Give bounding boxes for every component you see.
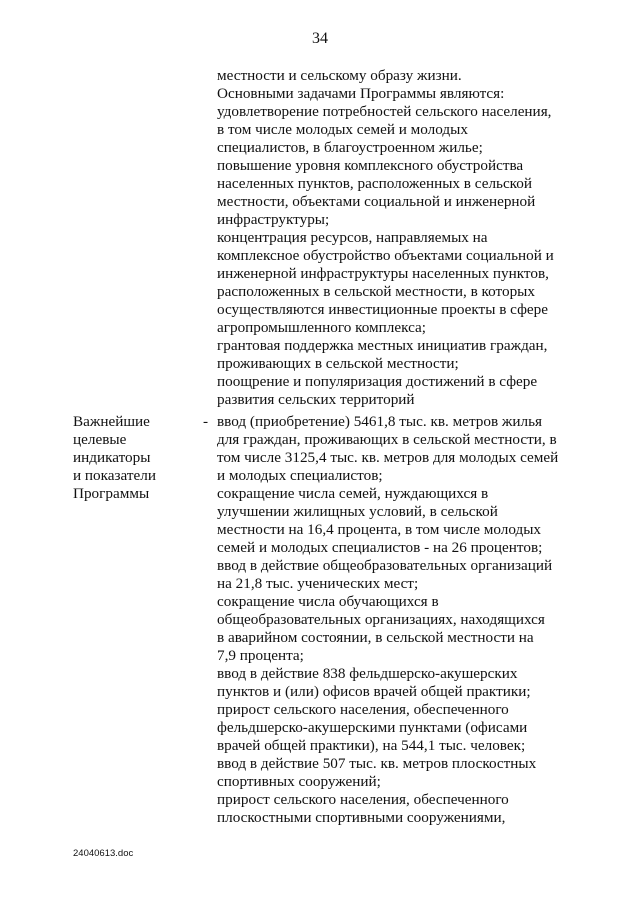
- text-line: повышение уровня комплексного обустройства: [217, 157, 524, 174]
- text-line: развития сельских территорий: [217, 391, 415, 408]
- footer-filename: 24040613.doc: [73, 848, 134, 859]
- text-line: том числе 3125,4 тыс. кв. метров для молодых семей: [217, 449, 559, 466]
- text-line: местности и сельскому образу жизни.: [217, 67, 462, 84]
- text-line: плоскостными спортивными сооружениями,: [217, 809, 506, 826]
- text-line: удовлетворение потребностей сельского населения,: [217, 103, 552, 120]
- text-line: осуществляются инвестиционные проекты в сфере: [217, 301, 549, 318]
- section-label-line: Важнейшие: [73, 413, 150, 430]
- text-line: в аварийном состоянии, в сельской местности на: [217, 629, 534, 646]
- text-line: прирост сельского населения, обеспеченного: [217, 791, 509, 808]
- text-line: улучшении жилищных условий, в сельской: [217, 503, 498, 520]
- text-line: спортивных сооружений;: [217, 773, 381, 790]
- text-line: прирост сельского населения, обеспеченного: [217, 701, 509, 718]
- page-number: 34: [312, 30, 328, 47]
- text-line: концентрация ресурсов, направляемых на: [217, 229, 488, 246]
- text-line: сокращение числа обучающихся в: [217, 593, 439, 610]
- text-line: проживающих в сельской местности;: [217, 355, 459, 372]
- text-line: грантовая поддержка местных инициатив граждан,: [217, 337, 548, 354]
- section-label-line: индикаторы: [73, 449, 151, 466]
- text-line: комплексное обустройство объектами социальной и: [217, 247, 554, 264]
- text-line: агропромышленного комплекса;: [217, 319, 426, 336]
- section-label-line: целевые: [73, 431, 127, 448]
- text-line: сокращение числа семей, нуждающихся в: [217, 485, 489, 502]
- text-line: специалистов, в благоустроенном жилье;: [217, 139, 483, 156]
- separator-dash: -: [203, 413, 209, 430]
- text-line: местности на 16,4 процента, в том числе молодых: [217, 521, 542, 538]
- text-line: ввод (приобретение) 5461,8 тыс. кв. метров жилья: [217, 413, 543, 430]
- section-label-line: Программы: [73, 485, 150, 502]
- text-line: врачей общей практики), на 544,1 тыс. человек;: [217, 737, 526, 754]
- text-line: расположенных в сельской местности, в которых: [217, 283, 535, 300]
- text-line: инфраструктуры;: [217, 211, 330, 228]
- text-line: местности, объектами социальной и инженерной: [217, 193, 536, 210]
- section-label-line: и показатели: [73, 467, 156, 484]
- text-line: общеобразовательных организациях, находящихся: [217, 611, 545, 628]
- text-line: 7,9 процента;: [217, 647, 304, 664]
- text-line: ввод в действие 838 фельдшерско-акушерских: [217, 665, 518, 682]
- text-line: пунктов и (или) офисов врачей общей практики;: [217, 683, 531, 700]
- text-line: в том числе молодых семей и молодых: [217, 121, 468, 138]
- text-line: на 21,8 тыс. ученических мест;: [217, 575, 419, 592]
- text-line: ввод в действие общеобразовательных организаций: [217, 557, 553, 574]
- text-line: населенных пунктов, расположенных в сельской: [217, 175, 533, 192]
- text-line: Основными задачами Программы являются:: [217, 85, 505, 102]
- text-line: фельдшерско-акушерскими пунктами (офисами: [217, 719, 528, 736]
- text-line: для граждан, проживающих в сельской местности, в: [217, 431, 557, 448]
- text-line: поощрение и популяризация достижений в сфере: [217, 373, 538, 390]
- text-line: ввод в действие 507 тыс. кв. метров плоскостных: [217, 755, 537, 772]
- text-line: инженерной инфраструктуры населенных пунктов,: [217, 265, 549, 282]
- text-line: и молодых специалистов;: [217, 467, 383, 484]
- text-line: семей и молодых специалистов - на 26 процентов;: [217, 539, 543, 556]
